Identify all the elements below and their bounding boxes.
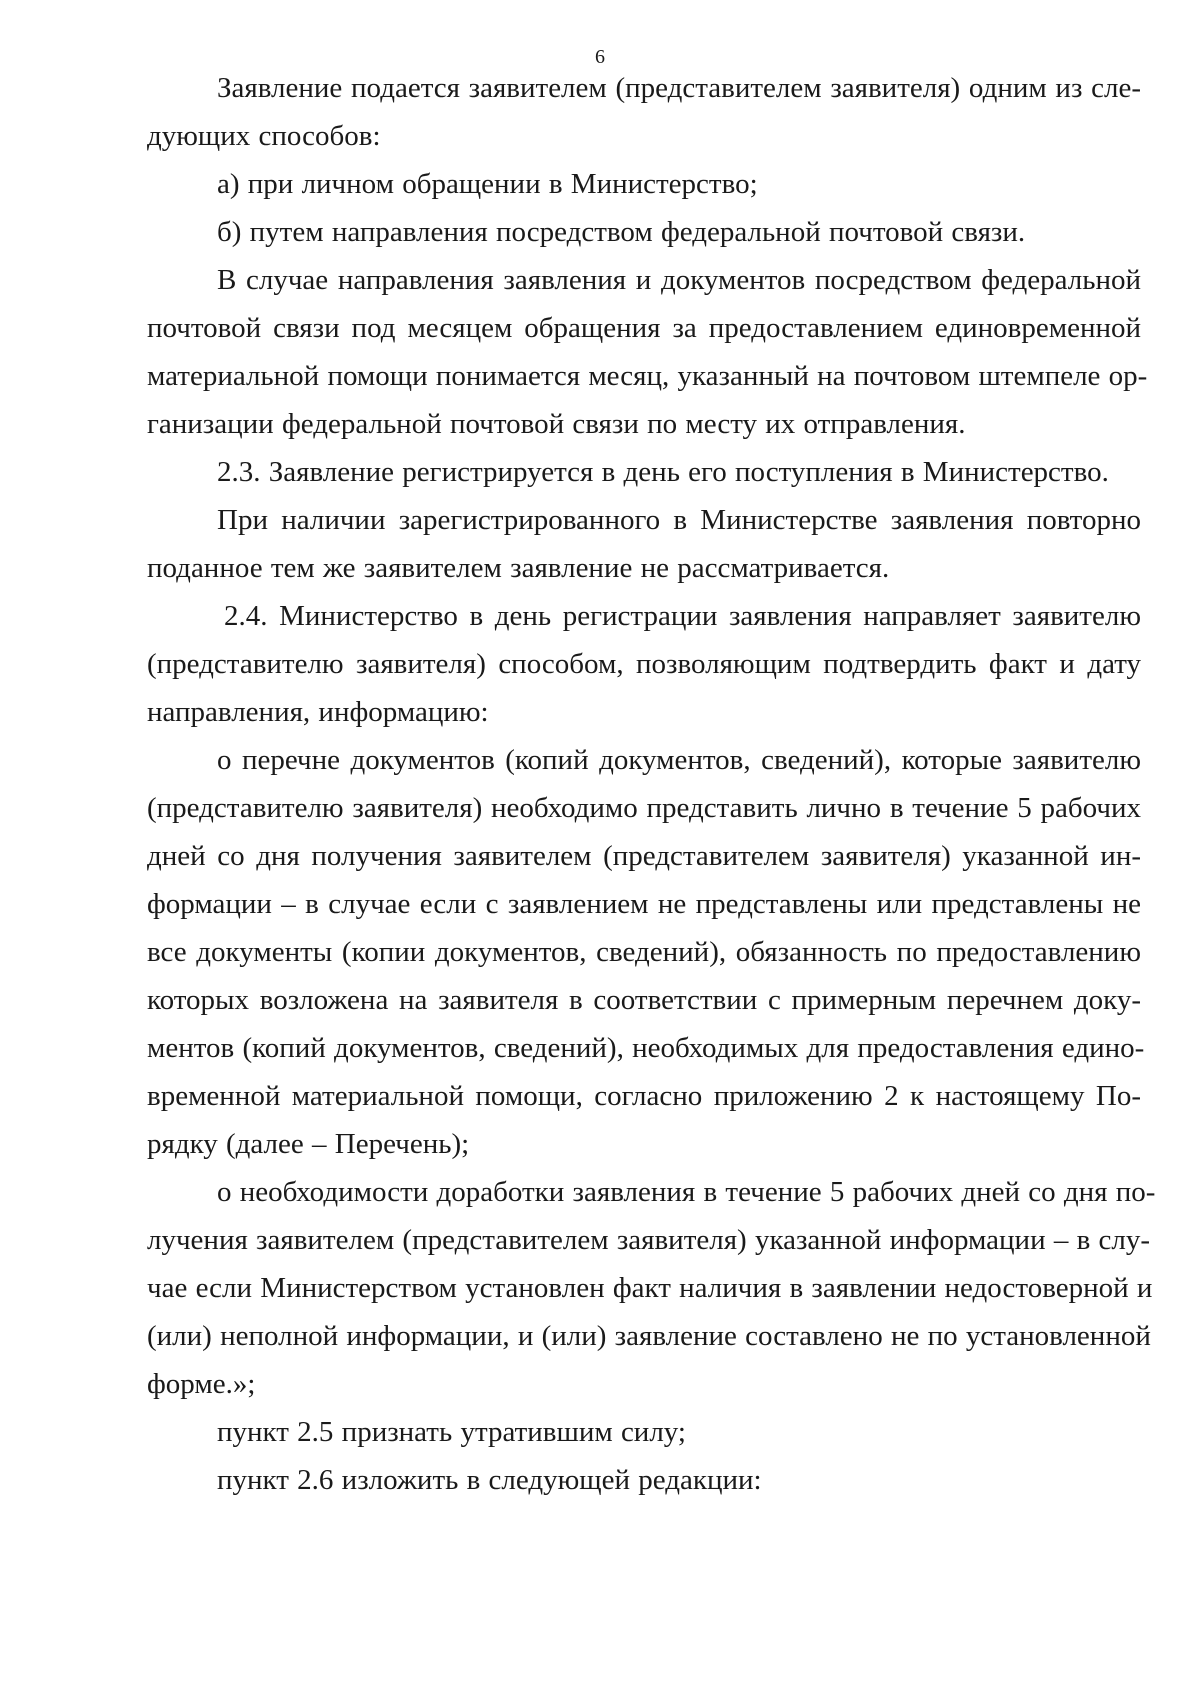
text-line: дующих способов: [147, 120, 381, 152]
text-line: форме.»; [147, 1368, 256, 1400]
text-line: о перечне документов (копий документов, сведений), которые заявителю [217, 744, 1141, 776]
text-line: все документы (копии документов, сведений), обязанность по предоставлению [147, 936, 1141, 968]
text-line: Заявление подается заявителем (представителем заявителя) одним из сле- [217, 72, 1141, 104]
text-line: В случае направления заявления и документов посредством федеральной [217, 264, 1141, 296]
text-line: направления, информацию: [147, 696, 489, 728]
text-line: формации – в случае если с заявлением не представлены или представлены не [147, 888, 1141, 920]
page-number: 6 [595, 46, 605, 68]
text-line: ментов (копий документов, сведений), необходимых для предоставления едино- [147, 1032, 1145, 1064]
text-line: (или) неполной информации, и (или) заявление составлено не по установленной [147, 1320, 1151, 1352]
text-line: (представителю заявителя) способом, позволяющим подтвердить факт и дату [147, 648, 1141, 680]
text-line: пункт 2.6 изложить в следующей редакции: [217, 1464, 762, 1496]
text-line: поданное тем же заявителем заявление не рассматривается. [147, 552, 890, 584]
text-line: б) путем направления посредством федеральной почтовой связи. [217, 216, 1026, 248]
text-line: лучения заявителем (представителем заявителя) указанной информации – в слу- [147, 1224, 1151, 1256]
document-body [147, 64, 1156, 1504]
text-line: (представителю заявителя) необходимо представить лично в течение 5 рабочих [147, 792, 1141, 824]
text-line: ганизации федеральной почтовой связи по месту их отправления. [147, 408, 966, 440]
text-line: 2.3. Заявление регистрируется в день его поступления в Министерство. [217, 456, 1109, 488]
text-line: 2.4. Министерство в день регистрации заявления направляет заявителю [224, 600, 1141, 632]
text-line: рядку (далее – Перечень); [147, 1128, 470, 1160]
text-line: При наличии зарегистрированного в Министерстве заявления повторно [217, 504, 1141, 536]
text-line: а) при личном обращении в Министерство; [217, 168, 758, 200]
text-line: дней со дня получения заявителем (представителем заявителя) указанной ин- [147, 840, 1141, 872]
text-line: почтовой связи под месяцем обращения за предоставлением единовременной [147, 312, 1141, 344]
text-line: которых возложена на заявителя в соответствии с примерным перечнем доку- [147, 984, 1141, 1016]
text-line: чае если Министерством установлен факт наличия в заявлении недостоверной и [147, 1272, 1153, 1304]
text-line: о необходимости доработки заявления в течение 5 рабочих дней со дня по- [217, 1176, 1156, 1208]
text-line: временной материальной помощи, согласно приложению 2 к настоящему По- [147, 1080, 1141, 1112]
text-line: пункт 2.5 признать утратившим силу; [217, 1416, 686, 1448]
text-line: материальной помощи понимается месяц, указанный на почтовом штемпеле ор- [147, 360, 1148, 392]
